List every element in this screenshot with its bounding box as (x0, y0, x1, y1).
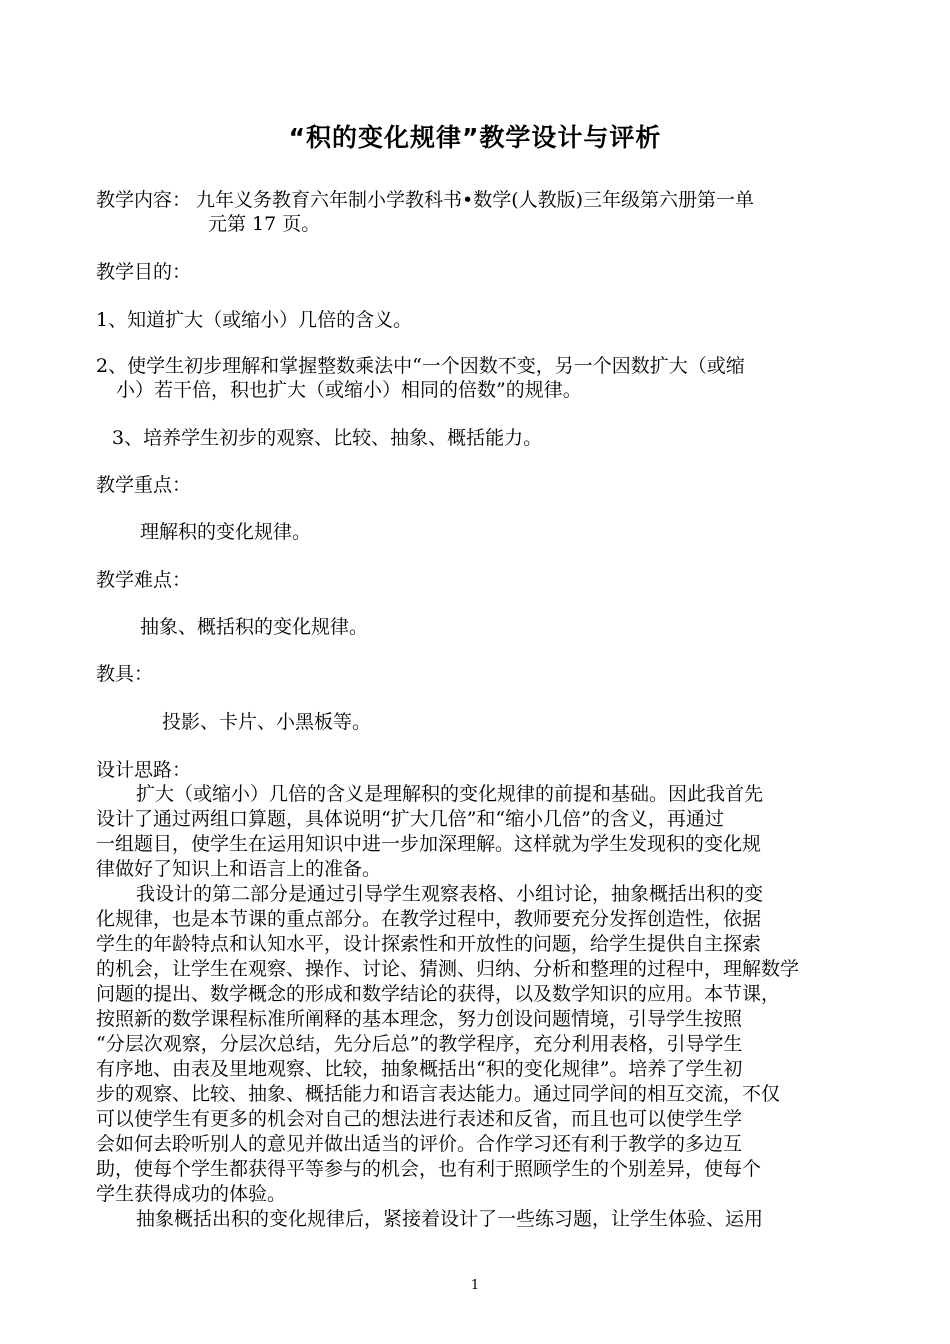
design-line: 助，使每个学生都获得平等参与的机会，也有利于照顾学生的个别差异，使每个 (96, 1158, 762, 1180)
document-title: “积的变化规律”教学设计与评析 (288, 123, 662, 152)
difficulty-heading: 教学难点： (96, 569, 192, 591)
design-line: 学生的年龄特点和认知水平，设计探索性和开放性的问题，给学生提供自主探索 (96, 933, 762, 955)
design-heading: 设计思路： (96, 759, 192, 781)
design-line: 抽象概括出积的变化规律后，紧接着设计了一些练习题，让学生体验、运用 (136, 1208, 764, 1230)
design-line: 可以使学生有更多的机会对自己的想法进行表述和反省，而且也可以使学生学 (96, 1108, 743, 1130)
key-point-heading: 教学重点： (96, 474, 192, 496)
design-line: 扩大（或缩小）几倍的含义是理解积的变化规律的前提和基础。因此我首先 (136, 783, 764, 805)
design-line: 步的观察、比较、抽象、概括能力和语言表达能力。通过同学间的相互交流，不仅 (96, 1083, 781, 1105)
design-line: “分层次观察，分层次总结，先分后总”的教学程序，充分利用表格，引导学生 (96, 1033, 743, 1055)
design-line: 律做好了知识上和语言上的准备。 (96, 858, 382, 880)
design-line: 一组题目，使学生在运用知识中进一步加深理解。这样就为学生发现积的变化规 (96, 833, 762, 855)
content-label: 教学内容： (96, 189, 192, 211)
design-line: 的机会，让学生在观察、操作、讨论、猜测、归纳、分析和整理的过程中，理解数学 (96, 958, 800, 980)
design-line: 化规律，也是本节课的重点部分。在教学过程中，教师要充分发挥创造性，依据 (96, 908, 762, 930)
content-line-2: 元第 17 页。 (208, 213, 321, 235)
content-line-1: 九年义务教育六年制小学教科书•数学(人教版)三年级第六册第一单 (196, 189, 755, 211)
tools-heading: 教具： (96, 663, 154, 685)
design-line: 有序地、由表及里地观察、比较，抽象概括出“积的变化规律”。培养了学生初 (96, 1058, 743, 1080)
objective-item-2-line-1: 2、使学生初步理解和掌握整数乘法中“一个因数不变，另一个因数扩大（或缩 (96, 355, 745, 377)
objective-item-3: 3、培养学生初步的观察、比较、抽象、概括能力。 (112, 427, 543, 449)
design-line: 会如何去聆听别人的意见并做出适当的评价。合作学习还有利于教学的多边互 (96, 1133, 743, 1155)
design-line: 我设计的第二部分是通过引导学生观察表格、小组讨论，抽象概括出积的变 (136, 883, 764, 905)
design-line: 学生获得成功的体验。 (96, 1183, 287, 1205)
design-line: 设计了通过两组口算题，具体说明“扩大几倍”和“缩小几倍”的含义，再通过 (96, 808, 724, 830)
tools-text: 投影、卡片、小黑板等。 (162, 711, 372, 733)
objectives-heading: 教学目的： (96, 261, 192, 283)
objective-item-2-line-2: 小）若干倍，积也扩大（或缩小）相同的倍数”的规律。 (116, 379, 582, 401)
design-line: 按照新的数学课程标准所阐释的基本理念，努力创设问题情境，引导学生按照 (96, 1008, 743, 1030)
objective-item-1: 1、知道扩大（或缩小）几倍的含义。 (96, 309, 413, 331)
design-line: 问题的提出、数学概念的形成和数学结论的获得，以及数学知识的应用。本节课， (96, 983, 781, 1005)
key-point-text: 理解积的变化规律。 (140, 521, 312, 543)
difficulty-text: 抽象、概括积的变化规律。 (140, 616, 369, 638)
page-number: 1 (470, 1278, 480, 1293)
